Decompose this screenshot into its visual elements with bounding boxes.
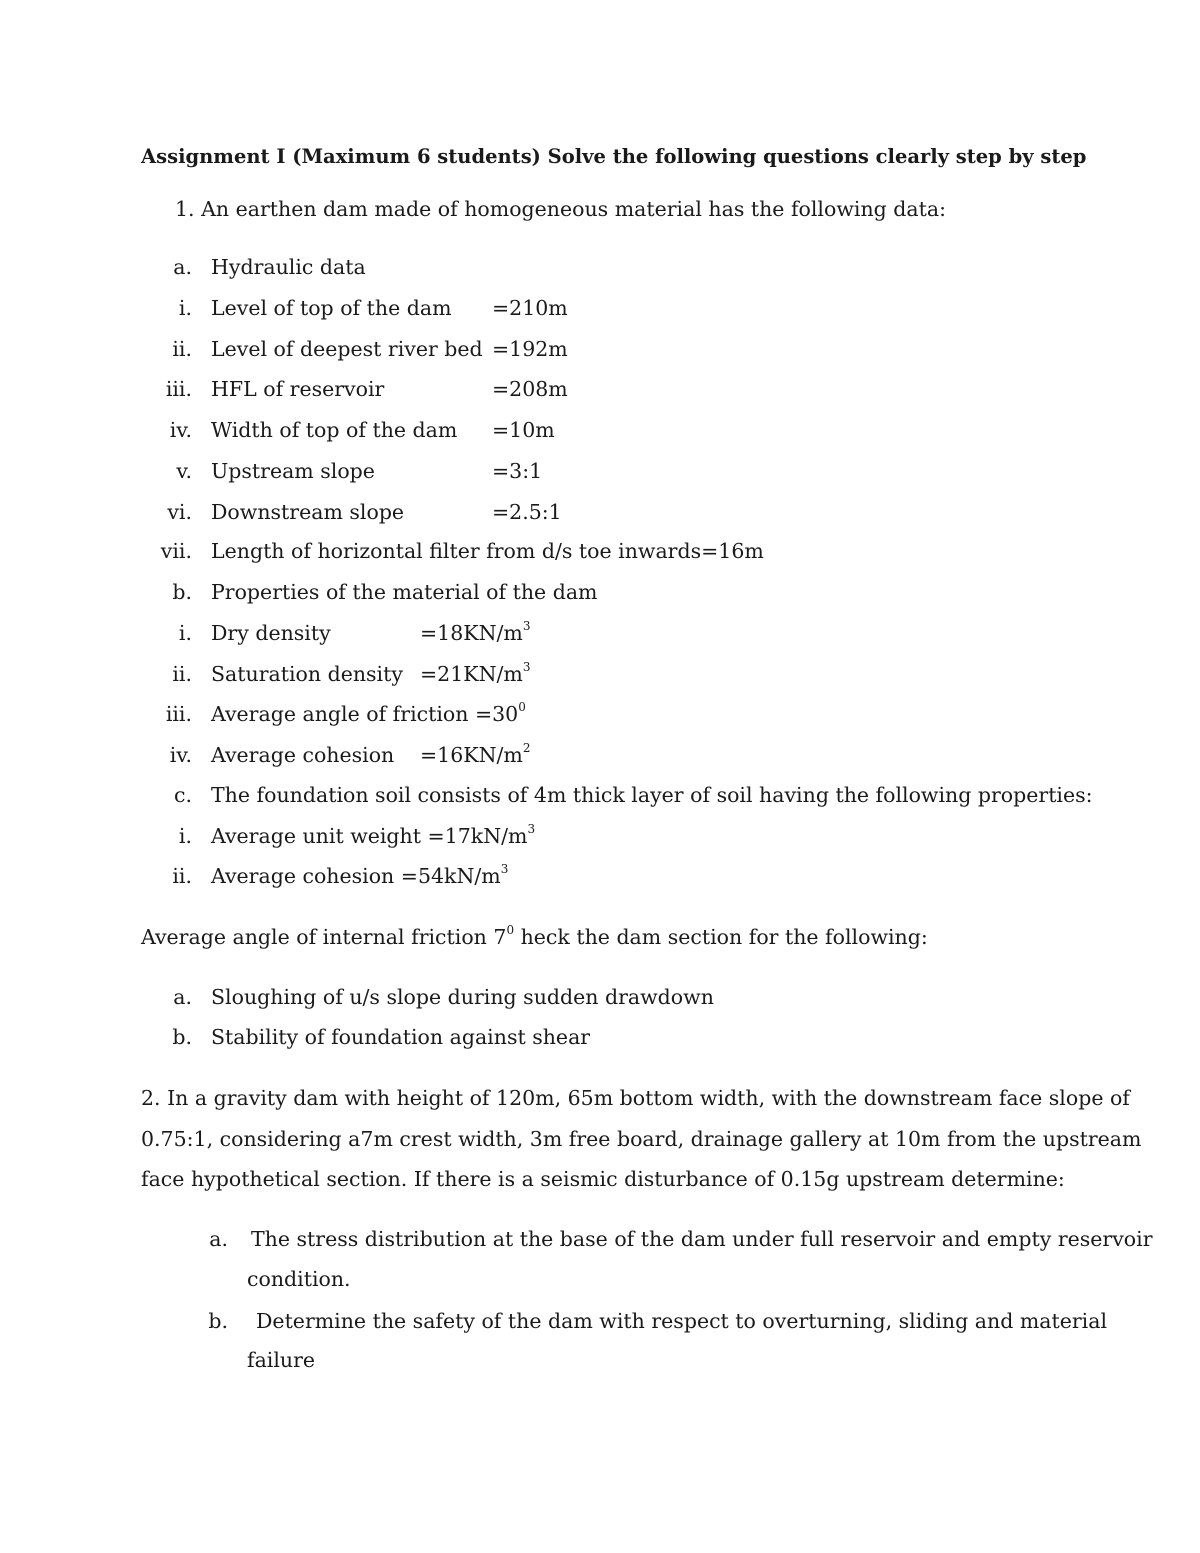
- list-item-value: =192m: [492, 337, 568, 361]
- list-item-value: =10m: [492, 418, 555, 442]
- list-item-label: Average cohesion: [211, 743, 395, 767]
- list-marker: iv.: [169, 418, 192, 442]
- list-marker: c.: [174, 783, 192, 807]
- list-item-label: Average cohesion =54kN/m: [211, 864, 501, 888]
- list-marker: a.: [173, 255, 192, 279]
- list-item-label: Stability of foundation against shear: [211, 1025, 591, 1049]
- list-item-label: HFL of reservoir: [211, 377, 385, 401]
- list-item-value: =208m: [492, 377, 568, 401]
- list-marker: i.: [178, 621, 192, 645]
- list-item-label: Hydraulic data: [211, 255, 366, 279]
- list-item-label: Sloughing of u/s slope during sudden drawdown: [211, 985, 714, 1009]
- friction-paragraph: [141, 924, 928, 950]
- list-item-label: condition.: [247, 1267, 351, 1291]
- list-marker: b.: [208, 1309, 228, 1333]
- list-item-label: Dry density: [211, 621, 331, 645]
- list-item-label: Level of deepest river bed: [211, 337, 483, 361]
- list-item-label: Length of horizontal filter from d/s toe inwards=16m: [211, 539, 764, 563]
- question-2-line: 2. In a gravity dam with height of 120m, 65m bottom width, with the downstream face slope of: [141, 1086, 1130, 1110]
- list-item-value: =210m: [492, 296, 568, 320]
- superscript: 3: [527, 822, 536, 837]
- list-marker: b.: [172, 1025, 192, 1049]
- list-item-label: Upstream slope: [211, 459, 375, 483]
- list-item-label: The foundation soil consists of 4m thick layer of soil having the following properties:: [211, 783, 1093, 807]
- list-marker: ii.: [172, 864, 192, 888]
- superscript: 0: [518, 700, 526, 715]
- superscript: 3: [500, 862, 509, 877]
- superscript: 3: [522, 619, 531, 634]
- list-marker: vi.: [167, 500, 192, 524]
- list-item-label: Width of top of the dam: [211, 418, 458, 442]
- list-item-value: =21KN/m: [420, 662, 523, 686]
- question-2-line: 0.75:1, considering a7m crest width, 3m free board, drainage gallery at 10m from the upstream: [141, 1127, 1142, 1151]
- list-item-label: The stress distribution at the base of the dam under full reservoir and empty reservoir: [251, 1227, 1153, 1251]
- superscript: 2: [522, 741, 531, 756]
- assignment-title: Assignment I (Maximum 6 students) Solve the following questions clearly step by step: [141, 145, 1087, 168]
- list-item-label: failure: [247, 1348, 316, 1372]
- list-marker: ii.: [172, 662, 192, 686]
- list-marker: iv.: [169, 743, 192, 767]
- list-marker: v.: [176, 459, 192, 483]
- paragraph-text: heck the dam section for the following:: [514, 925, 928, 949]
- list-marker: b.: [172, 580, 192, 604]
- list-item-label: Downstream slope: [211, 500, 405, 524]
- question-2-line: face hypothetical section. If there is a seismic disturbance of 0.15g upstream determine:: [141, 1167, 1065, 1191]
- superscript: 3: [522, 660, 531, 675]
- list-marker: i.: [178, 296, 192, 320]
- list-item-value: =16KN/m: [420, 743, 523, 767]
- list-marker: a.: [209, 1227, 228, 1251]
- list-item-value: =2.5:1: [492, 500, 562, 524]
- list-item-value: =18KN/m: [420, 621, 523, 645]
- superscript: 0: [506, 923, 515, 938]
- list-item-label: Saturation density: [211, 662, 403, 686]
- list-marker: ii.: [172, 337, 192, 361]
- list-marker: a.: [173, 985, 192, 1009]
- list-item-label: Average unit weight =17kN/m: [211, 824, 528, 848]
- list-marker: iii.: [165, 702, 192, 726]
- list-marker: vii.: [160, 539, 192, 563]
- list-marker: iii.: [165, 377, 192, 401]
- list-item-label: Average angle of friction =30: [211, 702, 519, 726]
- question-1-intro: 1. An earthen dam made of homogeneous material has the following data:: [175, 197, 946, 221]
- list-item-label: Properties of the material of the dam: [211, 580, 598, 604]
- list-item-label: Level of top of the dam: [211, 296, 452, 320]
- list-item-label: Determine the safety of the dam with respect to overturning, sliding and material: [256, 1309, 1108, 1333]
- list-item-value: =3:1: [492, 459, 543, 483]
- list-marker: i.: [178, 824, 192, 848]
- paragraph-text: Average angle of internal friction 7: [141, 925, 507, 949]
